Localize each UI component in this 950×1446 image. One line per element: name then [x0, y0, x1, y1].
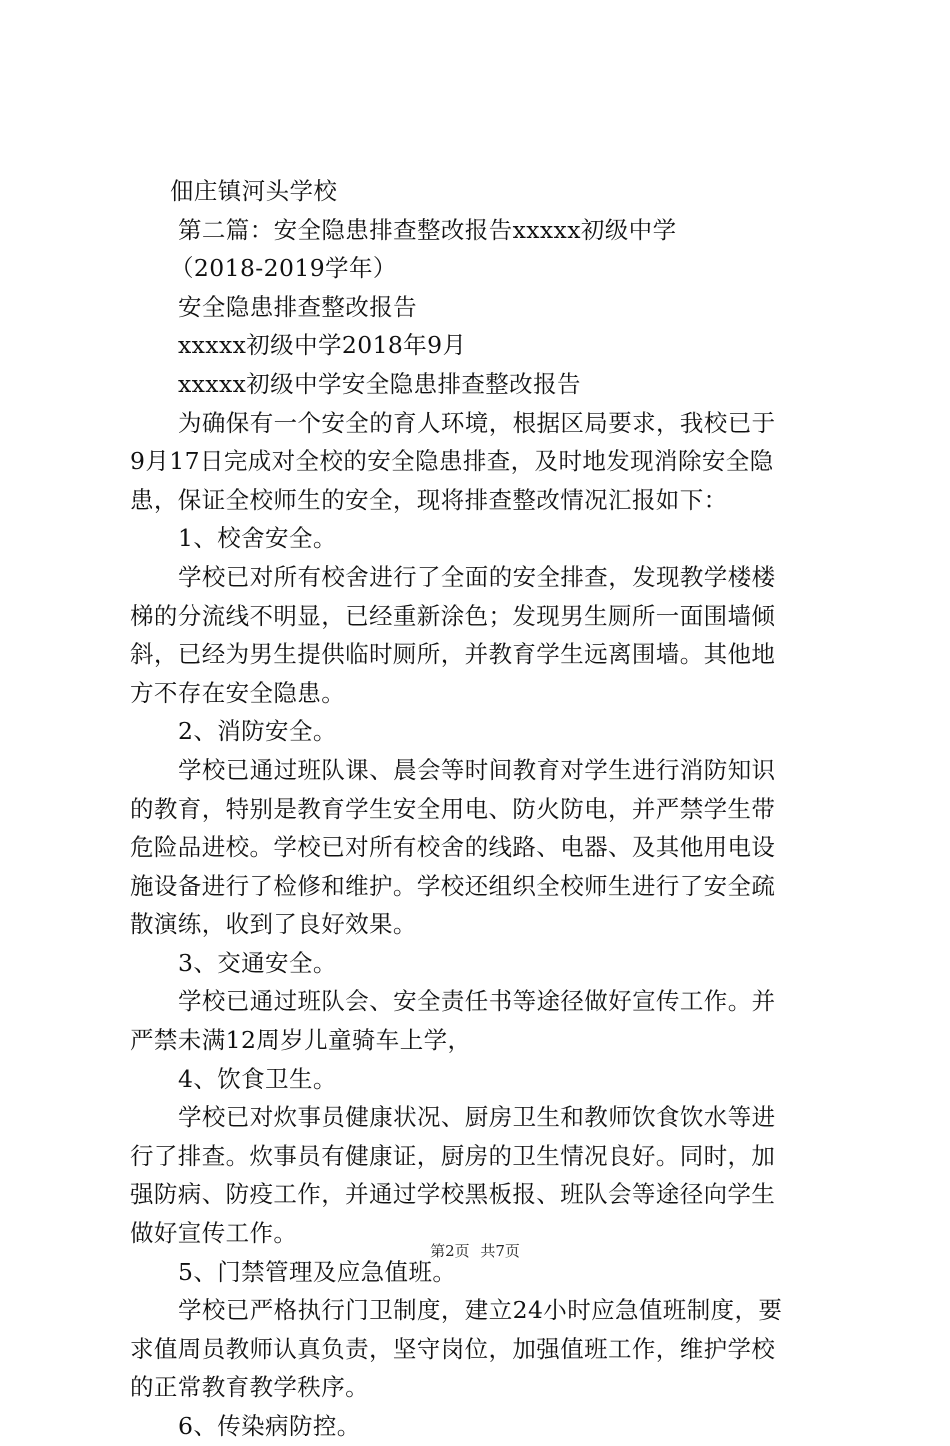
section-heading-5: 5、门禁管理及应急值班。	[178, 1257, 457, 1286]
section-heading-1: 1、校舍安全。	[178, 524, 337, 553]
paragraph-line: 的教育，特别是教育学生安全用电、防火防电，并严禁学生带	[130, 794, 776, 823]
page-footer	[0, 1240, 950, 1261]
paragraph-line: 求值周员教师认真负责，坚守岗位，加强值班工作，维护学校	[130, 1334, 776, 1363]
section-heading-2: 2、消防安全。	[178, 717, 337, 746]
school-year-line: （2018-2019学年）	[170, 254, 397, 283]
section-heading-4: 4、饮食卫生。	[178, 1064, 337, 1093]
report-title-line: 安全隐患排查整改报告	[178, 292, 417, 321]
paragraph-line: 为确保有一个安全的育人环境，根据区局要求，我校已于	[178, 408, 776, 437]
school-name-line: 佃庄镇河头学校	[170, 177, 338, 205]
paragraph-line: 危险品进校。学校已对所有校舍的线路、电器、及其他用电设	[130, 833, 776, 862]
paragraph-line: 学校已通过班队会、安全责任书等途径做好宣传工作。并	[178, 987, 776, 1016]
report-heading-line: xxxxx初级中学安全隐患排查整改报告	[178, 369, 581, 398]
paragraph-line: 散演练，收到了良好效果。	[130, 910, 417, 939]
report-date-line: xxxxx初级中学2018年9月	[178, 331, 467, 360]
paragraph-line: 患，保证全校师生的安全，现将排查整改情况汇报如下：	[130, 485, 728, 514]
paragraph-line: 的正常教育教学秩序。	[130, 1373, 369, 1402]
paragraph-line: 方不存在安全隐患。	[130, 678, 346, 707]
page-total: 共7页	[480, 1242, 520, 1260]
paragraph-line: 9月17日完成对全校的安全隐患排查，及时地发现消除安全隐	[130, 447, 774, 476]
section-heading-3: 3、交通安全。	[178, 948, 337, 977]
paragraph-line: 学校已对炊事员健康状况、厨房卫生和教师饮食饮水等进	[178, 1103, 776, 1132]
paragraph-line: 强防病、防疫工作，并通过学校黑板报、班队会等途径向学生	[130, 1180, 776, 1209]
paragraph-line: 学校已严格执行门卫制度，建立24小时应急值班制度，要	[178, 1296, 783, 1325]
paragraph-line: 严禁未满12周岁儿童骑车上学，	[130, 1026, 472, 1055]
paragraph-line: 学校已对所有校舍进行了全面的安全排查，发现教学楼楼	[178, 562, 776, 591]
paragraph-line: 施设备进行了检修和维护。学校还组织全校师生进行了安全疏	[130, 871, 776, 900]
paragraph-line: 做好宣传工作。	[130, 1219, 298, 1248]
section-heading-6: 6、传染病防控。	[178, 1412, 361, 1440]
paragraph-line: 梯的分流线不明显，已经重新涂色；发现男生厕所一面围墙倾	[130, 601, 776, 630]
chapter-title-line: 第二篇：安全隐患排查整改报告xxxxx初级中学	[178, 215, 677, 244]
paragraph-line: 学校已通过班队课、晨会等时间教育对学生进行消防知识	[178, 755, 776, 784]
page-number: 第2页	[430, 1242, 470, 1260]
paragraph-line: 斜，已经为男生提供临时厕所，并教育学生远离围墙。其他地	[130, 640, 776, 669]
paragraph-line: 行了排查。炊事员有健康证，厨房的卫生情况良好。同时，加	[130, 1141, 776, 1170]
